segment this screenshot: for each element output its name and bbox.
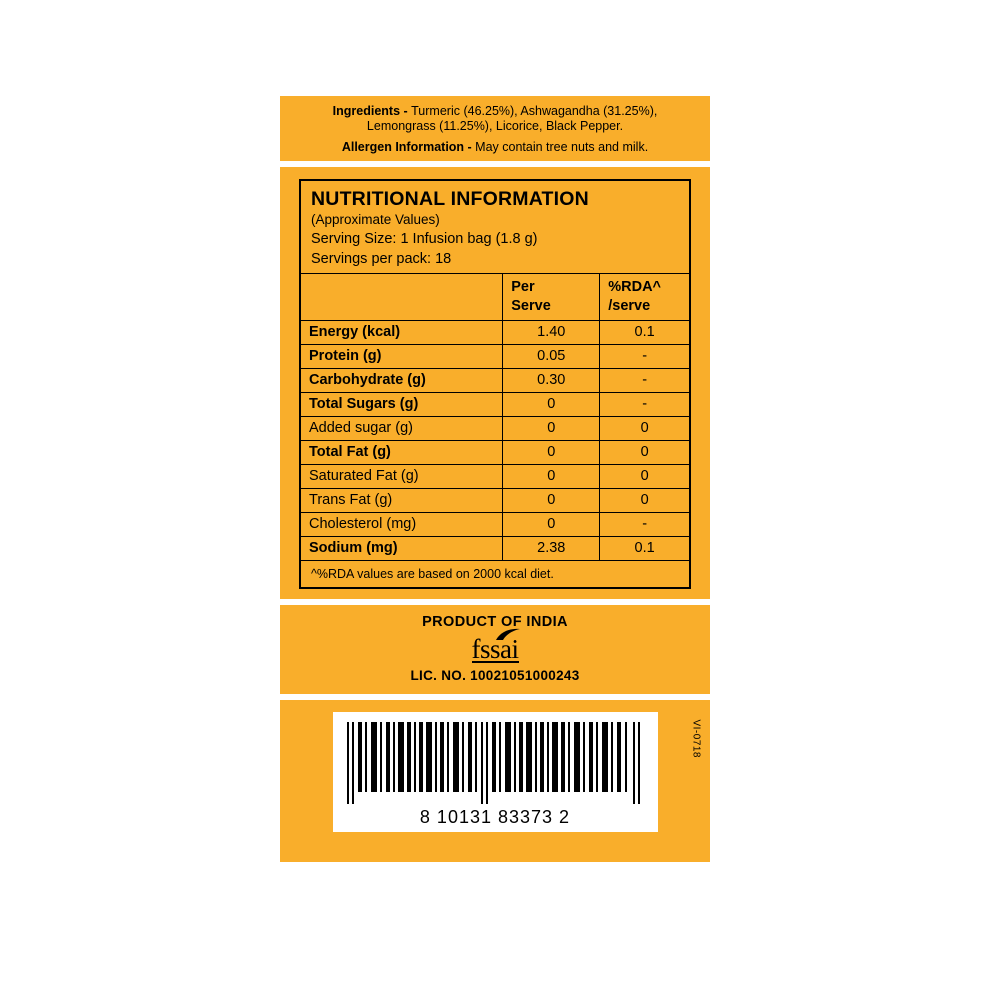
nutrient-rda: - bbox=[600, 369, 689, 393]
nutrient-name: Carbohydrate (g) bbox=[301, 369, 503, 393]
origin-section bbox=[280, 605, 710, 694]
nutrient-per-serve: 0 bbox=[503, 441, 600, 465]
nutrition-table bbox=[301, 273, 689, 560]
nutrient-rda: 0 bbox=[600, 465, 689, 489]
nutrient-per-serve: 0 bbox=[503, 489, 600, 513]
fssai-logo bbox=[472, 634, 519, 663]
ingredients-text-1: Turmeric (46.25%), Ashwagandha (31.25%), bbox=[411, 104, 658, 118]
nutrient-name: Total Sugars (g) bbox=[301, 393, 503, 417]
nutrient-name: Added sugar (g) bbox=[301, 417, 503, 441]
barcode-number: 8 10131 83373 2 bbox=[419, 807, 571, 827]
nutrient-per-serve: 0 bbox=[503, 465, 600, 489]
rda-footnote: ^%RDA values are based on 2000 kcal diet. bbox=[301, 560, 689, 587]
table-row bbox=[301, 441, 689, 465]
product-label-panel bbox=[280, 96, 710, 862]
nutrient-name: Protein (g) bbox=[301, 345, 503, 369]
nutrition-header bbox=[301, 181, 689, 273]
column-header-nutrient bbox=[301, 274, 503, 321]
nutrient-rda: 0 bbox=[600, 489, 689, 513]
nutrient-name: Trans Fat (g) bbox=[301, 489, 503, 513]
nutrient-name: Saturated Fat (g) bbox=[301, 465, 503, 489]
table-row bbox=[301, 489, 689, 513]
table-row bbox=[301, 393, 689, 417]
table-row bbox=[301, 513, 689, 537]
nutrient-per-serve: 0 bbox=[503, 393, 600, 417]
ingredients-line-2: Lemongrass (11.25%), Licorice, Black Pepper. bbox=[366, 119, 624, 133]
nutrient-rda: - bbox=[600, 393, 689, 417]
table-row bbox=[301, 345, 689, 369]
ingredients-block bbox=[280, 96, 710, 161]
nutrition-title: NUTRITIONAL INFORMATION bbox=[311, 188, 589, 210]
nutrient-name: Total Fat (g) bbox=[301, 441, 503, 465]
fssai-license-number: LIC. NO. 10021051000243 bbox=[410, 668, 580, 683]
nutrient-rda: - bbox=[600, 513, 689, 537]
nutrient-rda: 0.1 bbox=[600, 321, 689, 345]
nutrition-box bbox=[299, 179, 691, 589]
nutrient-rda: 0.1 bbox=[600, 537, 689, 561]
table-row bbox=[301, 369, 689, 393]
nutrient-name: Cholesterol (mg) bbox=[301, 513, 503, 537]
nutrient-rda: 0 bbox=[600, 417, 689, 441]
nutrient-name: Sodium (mg) bbox=[301, 537, 503, 561]
nutrition-subtitle: (Approximate Values) bbox=[311, 212, 440, 227]
nutrient-per-serve: 1.40 bbox=[503, 321, 600, 345]
barcode-bars bbox=[345, 722, 645, 804]
column-header-per-serve bbox=[503, 274, 600, 321]
serving-size: Serving Size: 1 Infusion bag (1.8 g) bbox=[311, 231, 538, 247]
table-header-row bbox=[301, 274, 689, 321]
nutrition-table-body bbox=[301, 321, 689, 561]
allergen-line bbox=[300, 139, 690, 155]
nutrient-per-serve: 2.38 bbox=[503, 537, 600, 561]
leaf-icon bbox=[495, 628, 521, 642]
per-serve-line-2: Serve bbox=[511, 298, 551, 314]
column-header-rda bbox=[600, 274, 689, 321]
nutrition-section bbox=[280, 167, 710, 599]
nutrient-per-serve: 0 bbox=[503, 513, 600, 537]
nutrient-per-serve: 0.30 bbox=[503, 369, 600, 393]
rda-line-1: %RDA^ bbox=[608, 279, 662, 295]
table-row bbox=[301, 537, 689, 561]
allergen-label: Allergen Information - bbox=[341, 140, 476, 154]
nutrient-per-serve: 0 bbox=[503, 417, 600, 441]
ingredients-label: Ingredients - bbox=[332, 104, 412, 118]
nutrient-rda: 0 bbox=[600, 441, 689, 465]
allergen-text: May contain tree nuts and milk. bbox=[475, 140, 649, 154]
servings-per-pack: Servings per pack: 18 bbox=[311, 251, 452, 267]
per-serve-line-1: Per bbox=[511, 279, 535, 295]
ingredients-line-1 bbox=[300, 104, 690, 119]
product-of-india-text: PRODUCT OF INDIA bbox=[422, 614, 568, 630]
table-row bbox=[301, 417, 689, 441]
nutrient-per-serve: 0.05 bbox=[503, 345, 600, 369]
artwork-code: VI-0718 bbox=[691, 719, 702, 758]
table-row bbox=[301, 465, 689, 489]
barcode-section bbox=[280, 700, 710, 862]
nutrient-name: Energy (kcal) bbox=[301, 321, 503, 345]
fssai-wordmark: fssai bbox=[471, 634, 519, 664]
rda-line-2: /serve bbox=[608, 298, 651, 314]
table-row bbox=[301, 321, 689, 345]
barcode-card bbox=[333, 712, 658, 832]
nutrient-rda: - bbox=[600, 345, 689, 369]
